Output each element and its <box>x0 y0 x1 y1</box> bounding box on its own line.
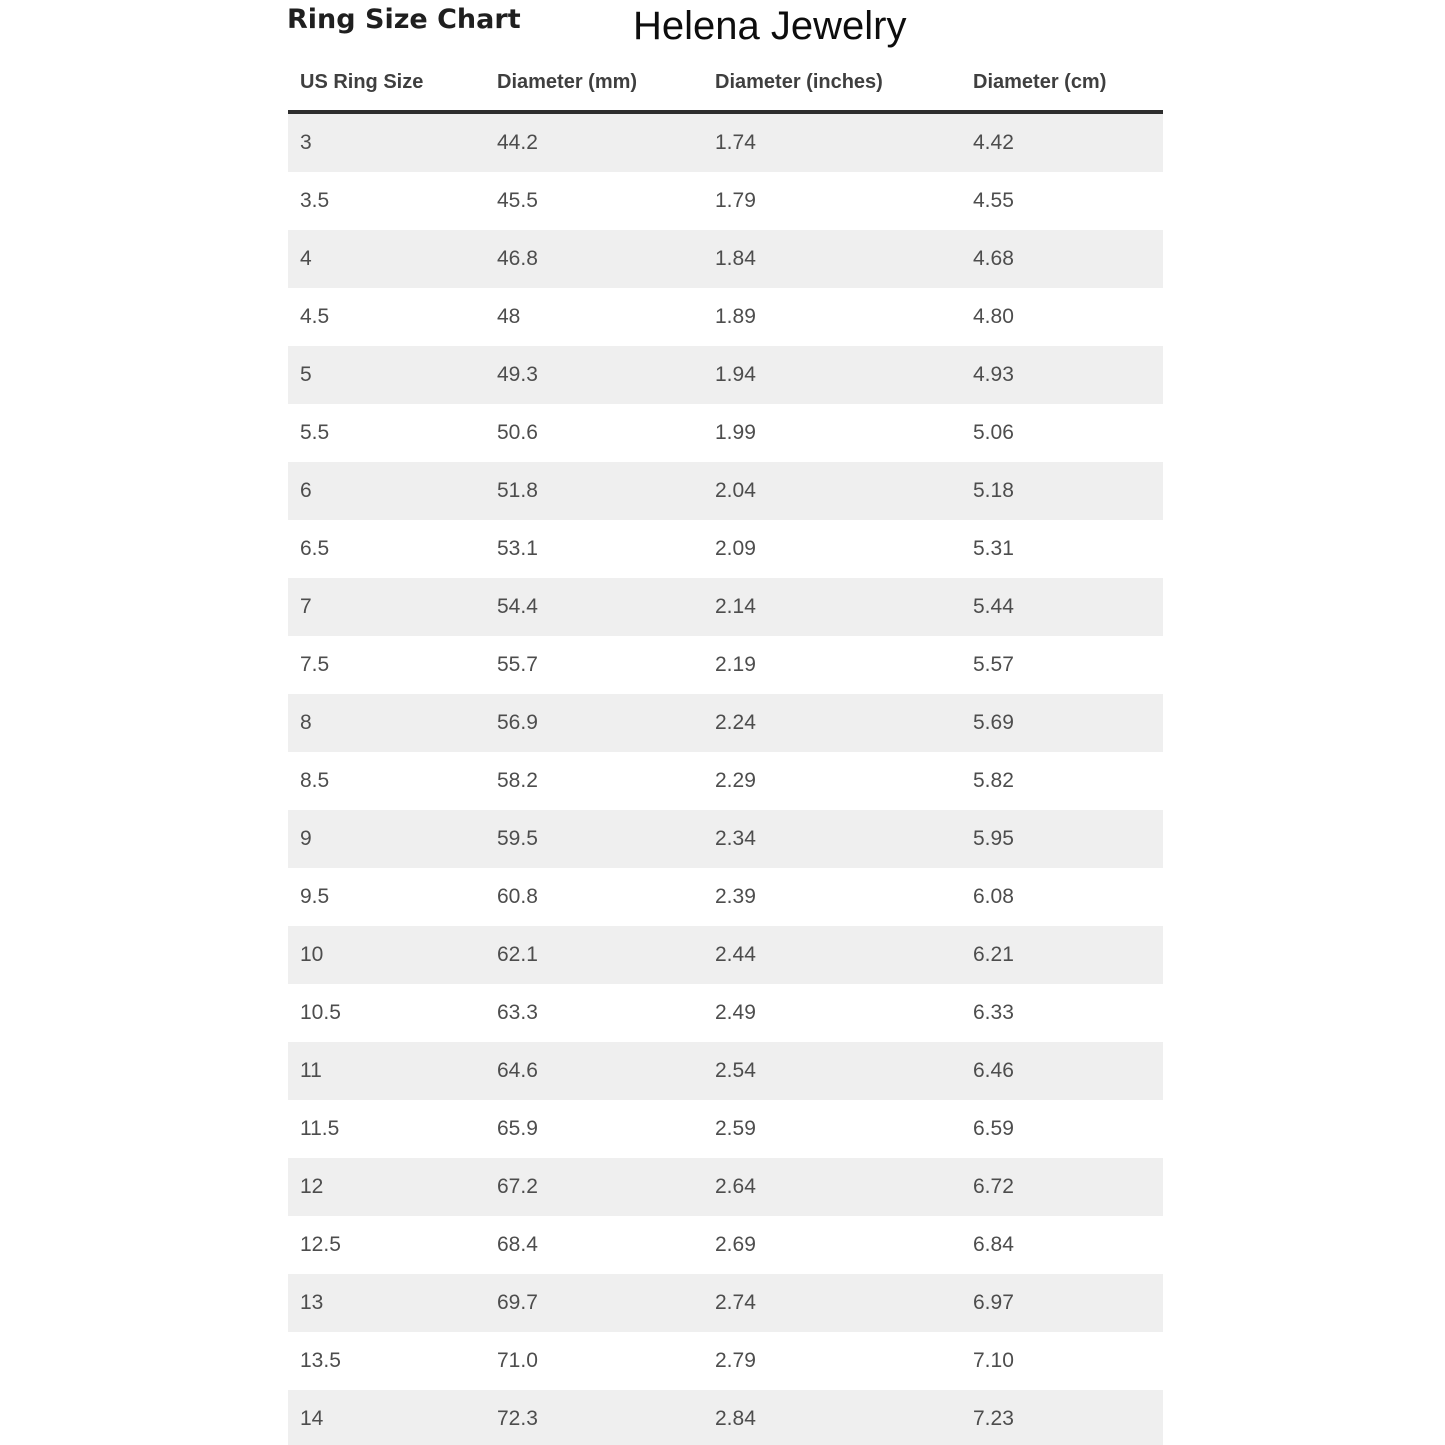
table-cell: 2.34 <box>715 827 756 850</box>
table-cell: 5.06 <box>973 421 1014 444</box>
table-cell: 2.14 <box>715 595 756 618</box>
table-cell: 13 <box>300 1291 324 1314</box>
table-cell: 5.44 <box>973 595 1014 618</box>
table-cell: 45.5 <box>497 189 538 212</box>
table-cell: 4.5 <box>300 305 330 328</box>
table-cell: 6.5 <box>300 537 330 560</box>
table-row <box>288 984 1163 1042</box>
table-cell: 9.5 <box>300 885 330 908</box>
table-cell: 2.59 <box>715 1117 756 1140</box>
table-cell: 67.2 <box>497 1175 538 1198</box>
table-cell: 6.84 <box>973 1233 1014 1256</box>
table-row <box>288 636 1163 694</box>
table-cell: 3.5 <box>300 189 330 212</box>
table-cell: 7.23 <box>973 1407 1014 1430</box>
table-row <box>288 1274 1163 1332</box>
table-row <box>288 230 1163 288</box>
table-cell: 14 <box>300 1407 324 1430</box>
table-row <box>288 520 1163 578</box>
table-cell: 5.18 <box>973 479 1014 502</box>
table-cell: 59.5 <box>497 827 538 850</box>
table-cell: 11 <box>300 1059 322 1082</box>
table-row <box>288 172 1163 230</box>
table-cell: 2.74 <box>715 1291 756 1314</box>
table-cell: 2.04 <box>715 479 756 502</box>
table-cell: 71.0 <box>497 1349 538 1372</box>
column-header-diameter-cm: Diameter (cm) <box>961 55 1163 112</box>
table-cell: 51.8 <box>497 479 538 502</box>
table-cell: 6.21 <box>973 943 1014 966</box>
table-cell: 4.55 <box>973 189 1014 212</box>
table-cell: 4.42 <box>973 131 1014 154</box>
table-row <box>288 578 1163 636</box>
table-cell: 1.84 <box>715 247 756 270</box>
table-cell: 5.82 <box>973 769 1014 792</box>
table-cell: 5.5 <box>300 421 330 444</box>
table-cell: 8.5 <box>300 769 330 792</box>
table-cell: 1.89 <box>715 305 756 328</box>
table-cell: 56.9 <box>497 711 538 734</box>
table-cell: 4.93 <box>973 363 1014 386</box>
table-cell: 6.97 <box>973 1291 1014 1314</box>
column-header-diameter-mm: Diameter (mm) <box>485 55 703 112</box>
column-header-us-ring-size: US Ring Size <box>288 55 485 112</box>
table-cell: 68.4 <box>497 1233 538 1256</box>
table-row <box>288 1100 1163 1158</box>
table-cell: 60.8 <box>497 885 538 908</box>
table-row <box>288 1390 1163 1445</box>
table-row <box>288 288 1163 346</box>
table-cell: 5.69 <box>973 711 1014 734</box>
table-row <box>288 1158 1163 1216</box>
table-cell: 2.44 <box>715 943 756 966</box>
brand-name: Helena Jewelry <box>633 4 907 48</box>
table-cell: 1.74 <box>715 131 756 154</box>
table-row <box>288 112 1163 172</box>
page-title: Ring Size Chart <box>287 4 521 35</box>
table-cell: 2.69 <box>715 1233 756 1256</box>
table-row <box>288 810 1163 868</box>
table-cell: 2.84 <box>715 1407 756 1430</box>
table-cell: 63.3 <box>497 1001 538 1024</box>
table-cell: 2.19 <box>715 653 756 676</box>
table-cell: 2.09 <box>715 537 756 560</box>
table-row <box>288 1042 1163 1100</box>
table-cell: 6.33 <box>973 1001 1014 1024</box>
table-cell: 11.5 <box>300 1117 340 1140</box>
table-cell: 8 <box>300 711 312 734</box>
table-cell: 7.5 <box>300 653 330 676</box>
table-cell: 12.5 <box>300 1233 341 1256</box>
table-cell: 72.3 <box>497 1407 538 1430</box>
table-cell: 2.79 <box>715 1349 756 1372</box>
table-row <box>288 1216 1163 1274</box>
table-cell: 4.80 <box>973 305 1014 328</box>
table-cell: 50.6 <box>497 421 538 444</box>
table-cell: 7.10 <box>973 1349 1014 1372</box>
table-cell: 2.64 <box>715 1175 756 1198</box>
table-cell: 12 <box>300 1175 324 1198</box>
table-cell: 6.46 <box>973 1059 1014 1082</box>
table-cell: 2.54 <box>715 1059 756 1082</box>
table-cell: 44.2 <box>497 131 538 154</box>
table-cell: 7 <box>300 595 312 618</box>
table-cell: 6 <box>300 479 312 502</box>
table-row <box>288 346 1163 404</box>
table-cell: 10 <box>300 943 324 966</box>
table-cell: 6.59 <box>973 1117 1014 1140</box>
table-cell: 5 <box>300 363 312 386</box>
column-header-diameter-inches: Diameter (inches) <box>703 55 961 112</box>
table-row <box>288 1332 1163 1390</box>
table-cell: 1.99 <box>715 421 756 444</box>
table-row <box>288 694 1163 752</box>
table-cell: 53.1 <box>497 537 538 560</box>
table-cell: 1.79 <box>715 189 756 212</box>
table-cell: 64.6 <box>497 1059 538 1082</box>
table-cell: 69.7 <box>497 1291 538 1314</box>
table-cell: 5.31 <box>973 537 1014 560</box>
table-cell: 5.57 <box>973 653 1014 676</box>
table-cell: 10.5 <box>300 1001 341 1024</box>
table-cell: 48 <box>497 305 521 328</box>
table-cell: 62.1 <box>497 943 538 966</box>
table-row <box>288 404 1163 462</box>
table-cell: 4 <box>300 247 312 270</box>
table-cell: 5.95 <box>973 827 1014 850</box>
table-cell: 3 <box>300 131 312 154</box>
table-cell: 4.68 <box>973 247 1014 270</box>
table-row <box>288 462 1163 520</box>
table-cell: 1.94 <box>715 363 756 386</box>
table-cell: 54.4 <box>497 595 538 618</box>
table-header-row <box>288 55 1163 112</box>
table-cell: 49.3 <box>497 363 538 386</box>
table-cell: 55.7 <box>497 653 538 676</box>
table-cell: 46.8 <box>497 247 538 270</box>
table-cell: 2.29 <box>715 769 756 792</box>
table-cell: 2.39 <box>715 885 756 908</box>
table-cell: 13.5 <box>300 1349 341 1372</box>
table-cell: 6.72 <box>973 1175 1014 1198</box>
table-row <box>288 926 1163 984</box>
table-row <box>288 868 1163 926</box>
table-cell: 2.24 <box>715 711 756 734</box>
ring-size-table <box>288 55 1163 1445</box>
table-cell: 65.9 <box>497 1117 538 1140</box>
table-row <box>288 752 1163 810</box>
table-cell: 58.2 <box>497 769 538 792</box>
table-cell: 9 <box>300 827 312 850</box>
table-cell: 6.08 <box>973 885 1014 908</box>
table-cell: 2.49 <box>715 1001 756 1024</box>
